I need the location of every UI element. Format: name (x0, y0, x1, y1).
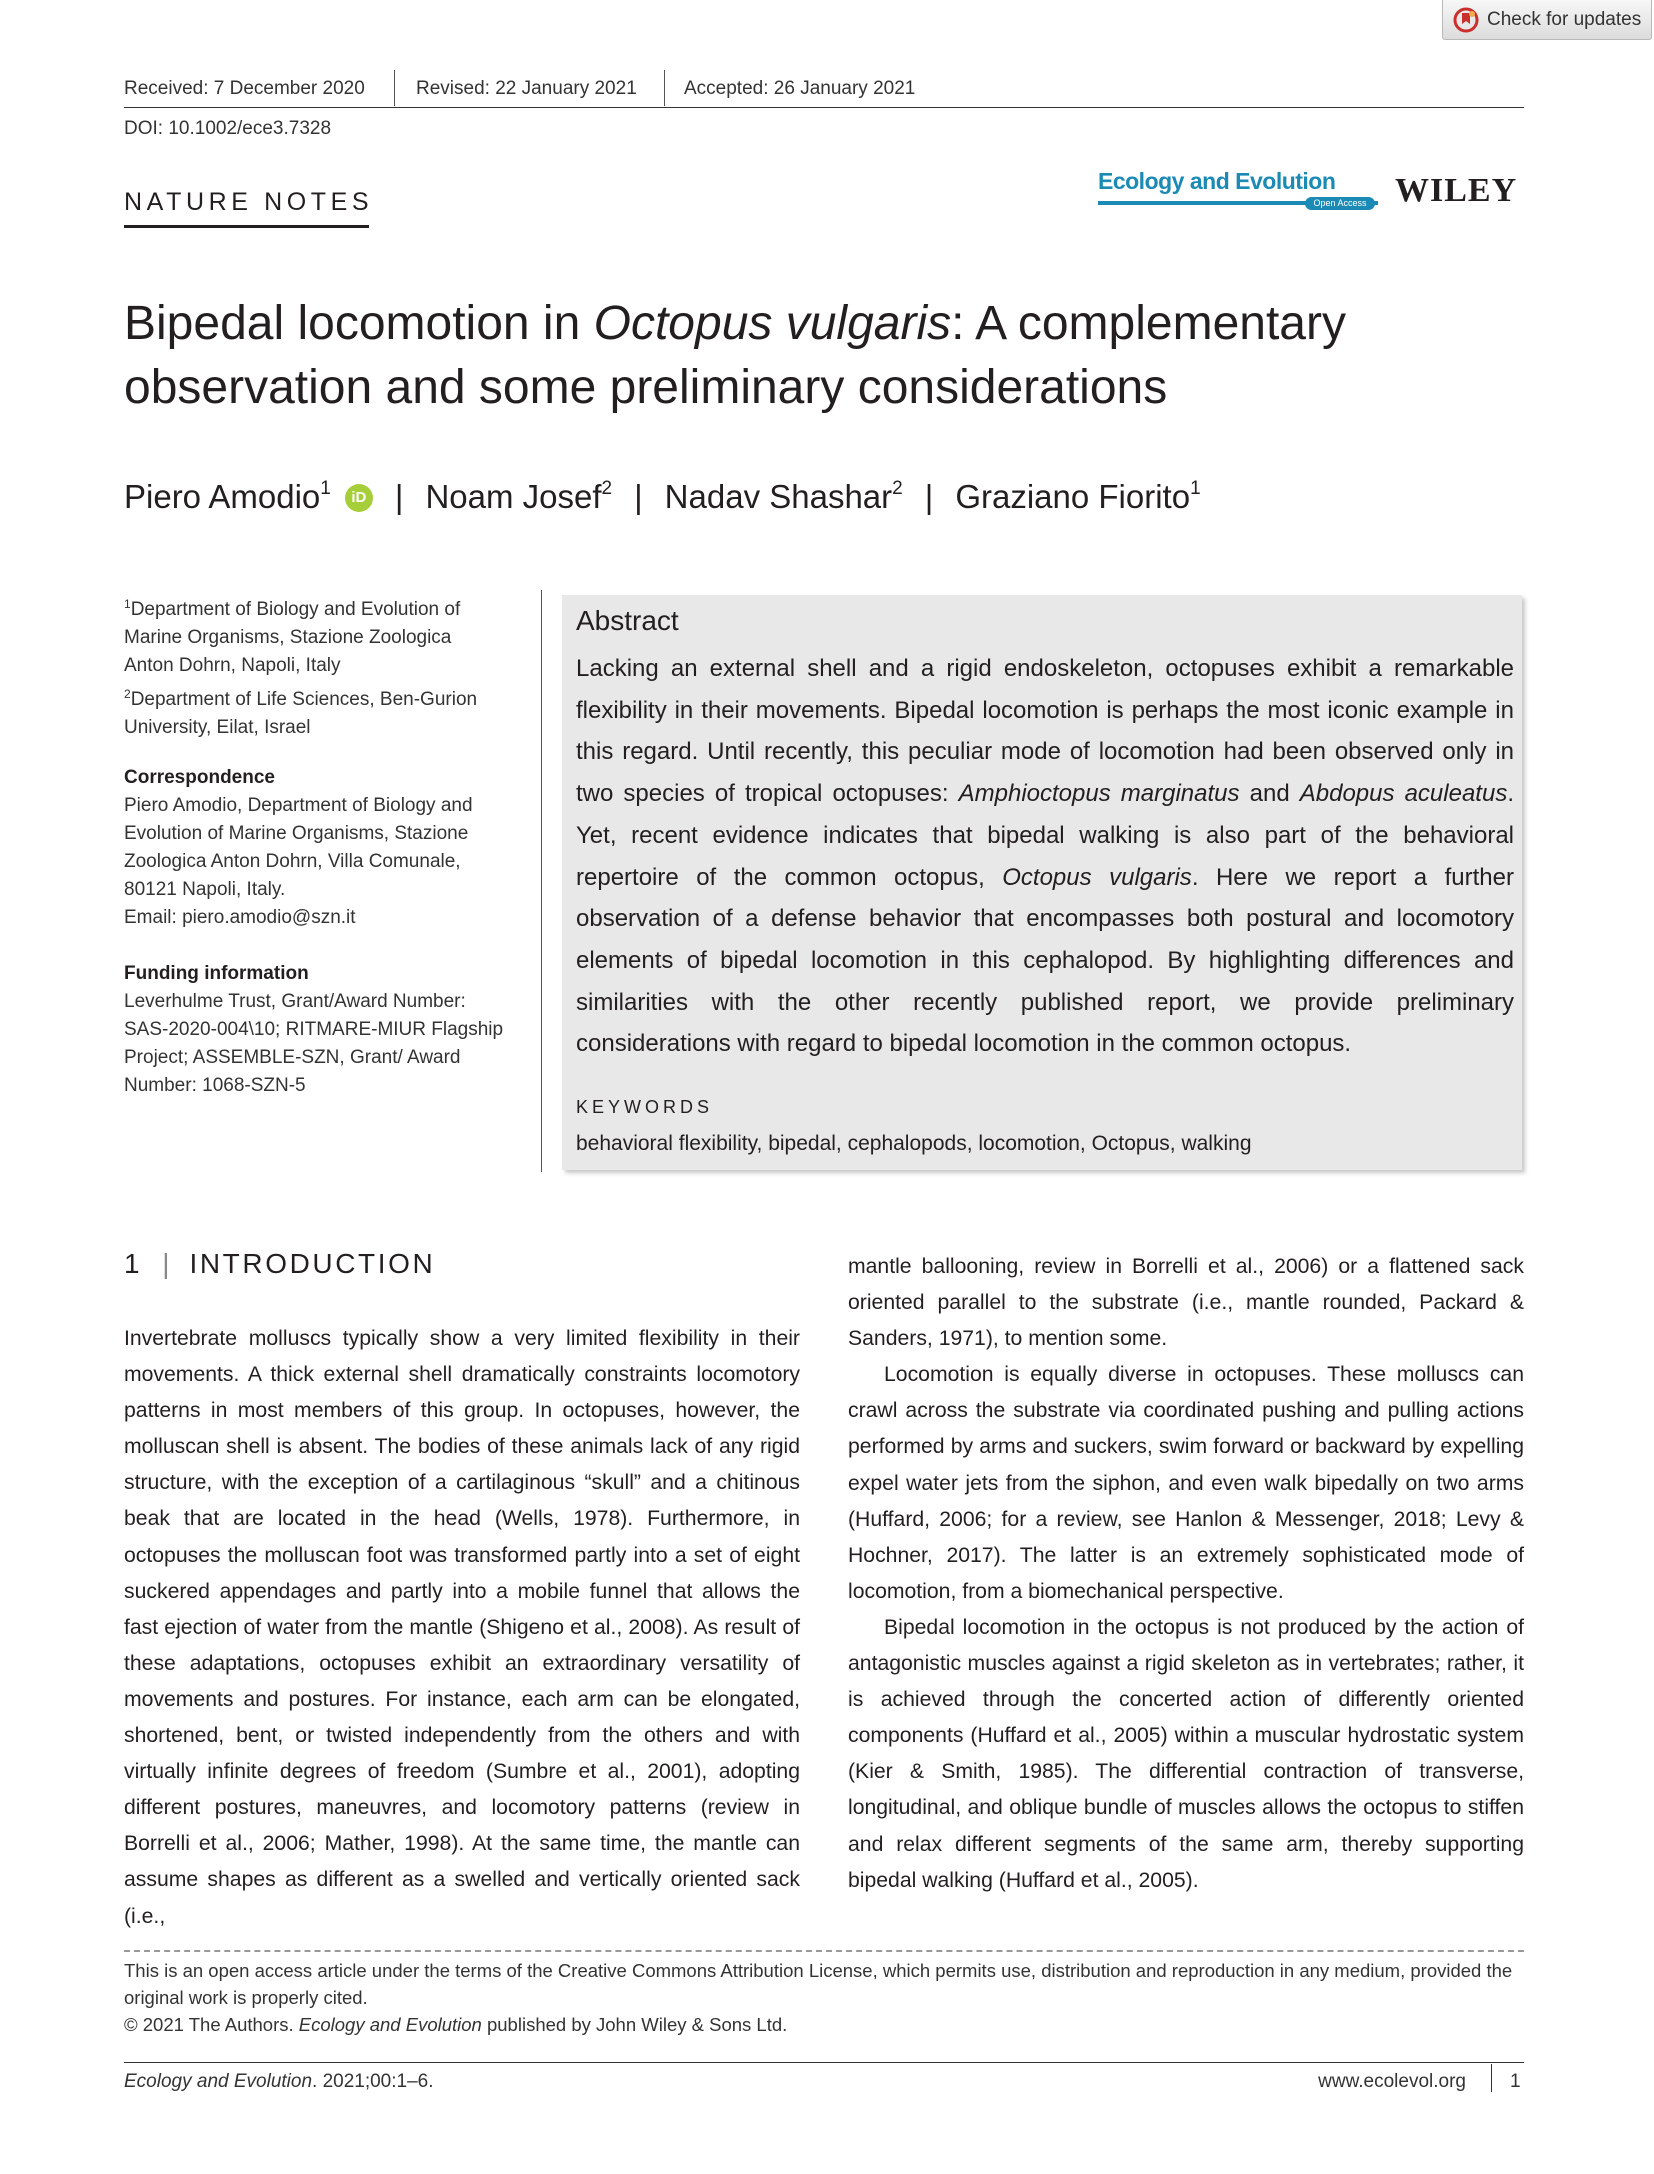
column-divider (541, 590, 542, 1172)
footer-journal: Ecology and Evolution (124, 2071, 313, 2092)
section-separator: | (162, 1248, 170, 1279)
section-heading-introduction (124, 1248, 435, 1280)
funding-heading: Funding information (124, 963, 309, 984)
body-column-right (848, 1249, 1524, 1899)
author-name[interactable]: Piero Amodio (124, 478, 321, 515)
funding-information (124, 960, 504, 1100)
journal-logo: Ecology and Evolution (1098, 168, 1336, 194)
affiliation-number: 2 (124, 687, 131, 701)
correspondence-text: Piero Amodio, Department of Biology and Evolution of Marine Organisms, Stazione Zoologica Anton Dohrn, Villa Comunale, 80121 Napoli, Italy. (124, 795, 473, 900)
keywords-heading: KEYWORDS (576, 1097, 714, 1117)
abstract-segment: . Here we report a further observation of a defense behavior that encompasses both postural and locomotory elements of bipedal locomotion in this cephalopod. By highlighting differences and similarities with the other recently published report, we provide preliminary considerations with regard to bipedal locomotion in the common octopus. (576, 863, 1514, 1058)
doi: DOI: 10.1002/ece3.7328 (124, 118, 332, 139)
footer-website-link[interactable]: www.ecolevol.org (1318, 2071, 1466, 2092)
title-species: Octopus vulgaris (593, 297, 952, 350)
author-separator: | (924, 478, 934, 515)
affiliation-text: Department of Biology and Evolution of Marine Organisms, Stazione Zoologica Anton Dohrn, Napoli, Italy (124, 599, 461, 676)
license-note (124, 1957, 1524, 2038)
section-number: 1 (124, 1248, 143, 1279)
abstract-species: Amphioctopus marginatus (958, 780, 1240, 808)
publisher-logo: WILEY (1395, 172, 1518, 209)
author-separator: | (394, 478, 404, 515)
check-for-updates-label: Check for updates (1487, 8, 1642, 30)
footer-rule (124, 2062, 1524, 2063)
section-tag-underline (124, 225, 369, 228)
date-divider (394, 70, 395, 106)
check-updates-icon (1453, 7, 1479, 33)
page-number: 1 (1510, 2071, 1521, 2092)
license-divider (124, 1950, 1524, 1952)
header-rule (124, 107, 1524, 108)
abstract-text (576, 648, 1514, 1065)
funding-text: Leverhulme Trust, Grant/Award Number: SAS-2020-004\10; RITMARE-MIUR Flagship Project; ASSEMBLE-SZN, Grant/ Award Number: 1068-SZN-5 (124, 991, 504, 1096)
section-tag: NATURE NOTES (124, 188, 374, 216)
author-list (124, 478, 1544, 516)
author-affiliation: 2 (601, 478, 613, 499)
abstract-segment: and (1239, 780, 1300, 808)
abstract-segment: . Yet, recent evidence indicates that bipedal walking is also part of the behavioral repertoire of the common octopus, (576, 780, 1514, 891)
accepted-date: Accepted: 26 January 2021 (684, 78, 916, 99)
abstract-heading: Abstract (576, 605, 679, 636)
section-title: INTRODUCTION (189, 1248, 436, 1279)
abstract-species: Octopus vulgaris (1002, 863, 1192, 891)
date-divider (664, 70, 665, 106)
revised-date: Revised: 22 January 2021 (416, 78, 637, 99)
title-text: : A complementary (951, 297, 1346, 350)
copyright-text: published by John Wiley & Sons Ltd. (481, 2014, 788, 2035)
paragraph: Invertebrate molluscs typically show a very limited flexibility in their movements. A thick external shell dramatically constraints locomotory patterns in most members of this group. In octopuses, however, the molluscan shell is absent. The bodies of these animals lack of any rigid structure, with the exception of a cartilaginous “skull” and a chitinous beak that are located in the head (Wells, 1978). Furthermore, in octopuses the molluscan foot was transformed partly into a set of eight suckered appendages and partly into a mobile funnel that allows the fast ejection of water from the mantle (Shigeno et al., 2008). As result of these adaptations, octopuses exhibit an extraordinary versatility of movements and postures. For instance, each arm can be elongated, shortened, bent, or twisted independently from the others and with virtually infinite degrees of freedom (Sumbre et al., 2001), adopting different postures, maneuvres, and locomotory patterns (review in Borrelli et al., 2006; Mather, 1998). At the same time, the mantle can assume shapes as different as a swelled and vertically oriented sack (i.e., (124, 1327, 800, 1928)
check-for-updates-button[interactable] (1442, 0, 1652, 40)
received-date: Received: 7 December 2020 (124, 78, 365, 99)
affiliation-number: 1 (124, 597, 131, 611)
footer-citation-text: . 2021;00:1–6. (312, 2071, 434, 2092)
copyright-text: © 2021 The Authors. (124, 2014, 299, 2035)
correspondence (124, 764, 504, 932)
author-name[interactable]: Graziano Fiorito (955, 478, 1191, 515)
author-separator: | (634, 478, 643, 515)
correspondence-heading: Correspondence (124, 767, 275, 788)
author-name[interactable]: Noam Josef (425, 478, 602, 515)
open-access-badge: Open Access (1305, 197, 1375, 210)
footer-divider (1491, 2064, 1492, 2092)
paragraph: Bipedal locomotion in the octopus is not produced by the action of antagonistic muscles against a rigid skeleton as in vertebrates; rather, it is achieved through the concerted action of differently oriented components (Huffard et al., 2005) within a muscular hydrostatic system (Kier & Smith, 1985). The differential contraction of transverse, longitudinal, and oblique bundle of muscles allows the octopus to stiffen and relax different segments of the same arm, thereby supporting bipedal walking (Huffard et al., 2005). (848, 1615, 1524, 1892)
article-title (124, 292, 1544, 420)
paragraph: mantle ballooning, review in Borrelli et al., 2006) or a flattened sack oriented parallel to the substrate (i.e., mantle rounded, Packard & Sanders, 1971), to mention some. (848, 1255, 1524, 1351)
affiliation-2 (124, 680, 504, 742)
keywords-text: behavioral flexibility, bipedal, cephalopods, locomotion, Octopus, walking (576, 1132, 1252, 1155)
author-name[interactable]: Nadav Shashar (664, 478, 893, 515)
orcid-icon[interactable]: iD (345, 484, 373, 512)
abstract-segment: Lacking an external shell and a rigid endoskeleton, octopuses exhibit a remarkable flexibility in their movements. Bipedal locomotion is perhaps the most iconic example in this regard. Until recently, this peculiar mode of locomotion had been observed only in two species of tropical octopuses: (576, 655, 1514, 808)
affiliation-text: Department of Life Sciences, Ben-Gurion University, Eilat, Israel (124, 689, 478, 738)
copyright-journal: Ecology and Evolution (298, 2014, 482, 2035)
author-affiliation: 1 (1190, 478, 1201, 499)
title-text: observation and some preliminary considerations (124, 361, 1168, 414)
footer-citation (124, 2071, 434, 2093)
author-affiliation: 1 (320, 478, 331, 499)
author-affiliation: 2 (892, 478, 903, 499)
correspondence-email[interactable]: Email: piero.amodio@szn.it (124, 907, 356, 928)
license-text: This is an open access article under the terms of the Creative Commons Attribution License, which permits use, distribution and reproduction in any medium, provided the original work is properly cited. (124, 1960, 1513, 2008)
affiliation-1 (124, 590, 504, 680)
copyright-line (124, 2011, 1524, 2038)
title-text: Bipedal locomotion in (124, 297, 594, 350)
body-column-left (124, 1321, 800, 1935)
paragraph: Locomotion is equally diverse in octopuses. These molluscs can crawl across the substrate via coordinated pushing and pulling actions performed by arms and suckers, swim forward or backward by expelling expel water jets from the siphon, and even walk bipedally on two arms (Huffard, 2006; for a review, see Hanlon & Messenger, 2018; Levy & Hochner, 2017). The latter is an extremely sophisticated mode of locomotion, from a biomechanical perspective. (848, 1363, 1524, 1603)
abstract-species: Abdopus aculeatus (1299, 780, 1508, 808)
